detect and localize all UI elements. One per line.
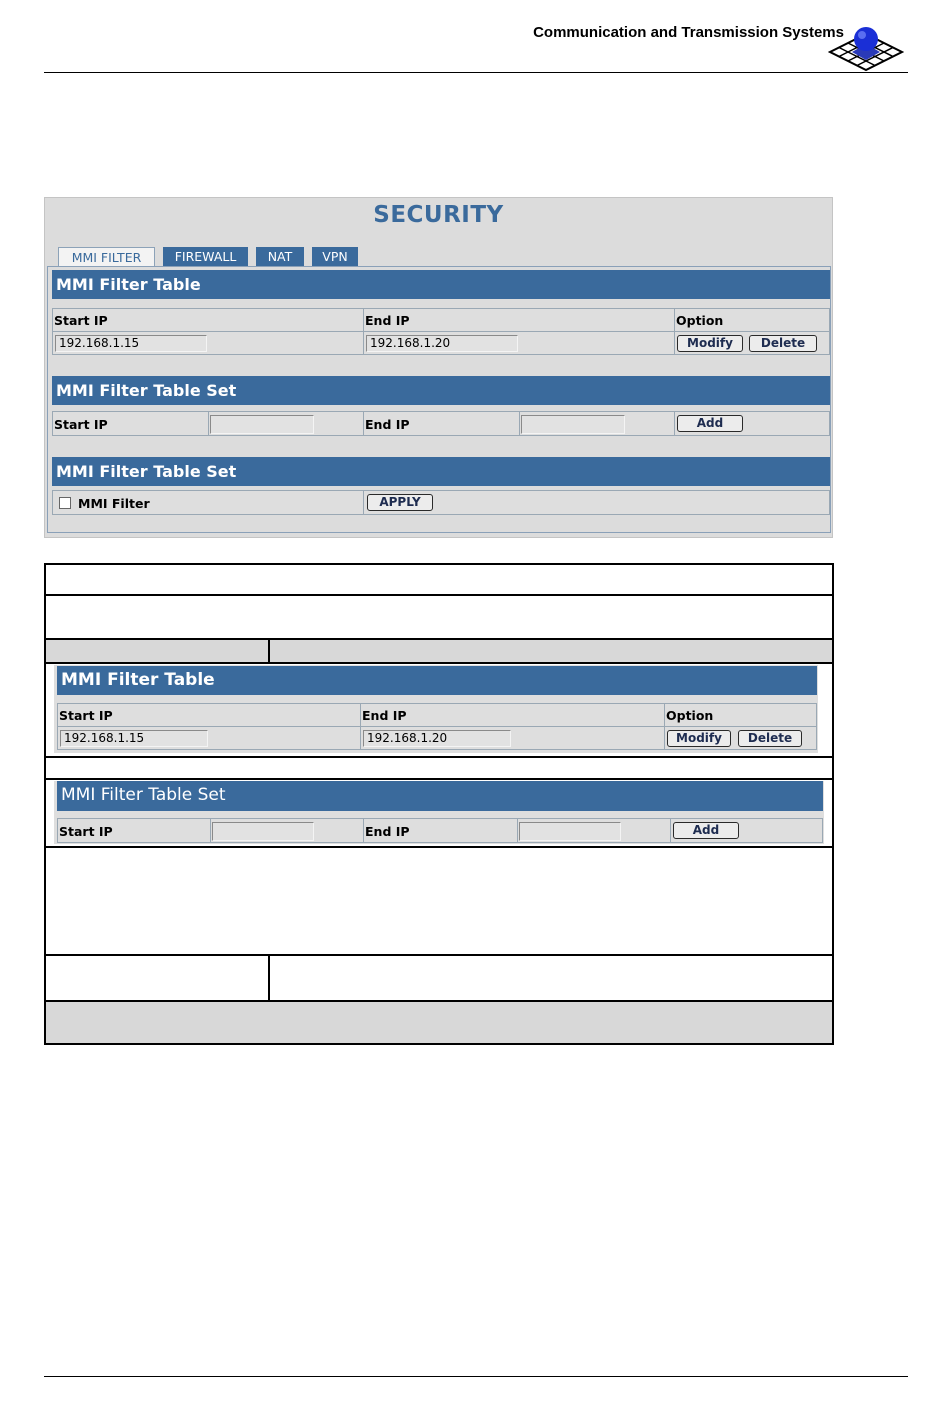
embedded-start-ip-field[interactable]: 192.168.1.15 — [60, 730, 208, 747]
row-start-ip-field[interactable]: 192.168.1.15 — [55, 335, 207, 352]
description-table — [44, 563, 834, 1045]
header-start-ip: Start IP — [54, 313, 108, 328]
filter-set-title: MMI Filter Table Set — [52, 457, 830, 486]
tab-firewall[interactable]: FIREWALL — [163, 247, 248, 267]
embedded-table-set — [54, 781, 824, 844]
filter-table-title: MMI Filter Table — [52, 270, 830, 299]
tab-mmi-filter[interactable]: MMI FILTER — [58, 247, 155, 267]
tab-vpn[interactable]: VPN — [312, 247, 358, 267]
security-panel — [44, 197, 833, 538]
embedded-set-end-ip-input[interactable] — [519, 822, 621, 841]
row-end-ip-field[interactable]: 192.168.1.20 — [366, 335, 518, 352]
security-title: SECURITY — [373, 202, 504, 228]
mmi-filter-label: MMI Filter — [78, 496, 150, 511]
tab-content — [47, 266, 831, 533]
filter-set-row — [52, 490, 830, 515]
embedded-filter-table — [54, 665, 818, 753]
embedded-table-set-title: MMI Filter Table Set — [57, 781, 823, 811]
embedded-add-button[interactable]: Add — [673, 822, 739, 839]
set-end-ip-label: End IP — [365, 417, 410, 432]
table-set-row — [52, 411, 830, 436]
embedded-table-set-row — [57, 818, 823, 843]
embedded-filter-table-title: MMI Filter Table — [57, 666, 817, 695]
modify-button[interactable]: Modify — [677, 335, 743, 352]
header-option: Option — [676, 313, 724, 328]
header-end-ip: End IP — [365, 313, 410, 328]
company-name: Communication and Transmission Systems — [533, 24, 844, 41]
add-button[interactable]: Add — [677, 415, 743, 432]
document-header — [44, 18, 908, 73]
filter-table — [52, 308, 830, 355]
embedded-header-start-ip: Start IP — [59, 708, 113, 723]
set-start-ip-label: Start IP — [54, 417, 108, 432]
set-end-ip-input[interactable] — [521, 415, 625, 434]
mmi-filter-checkbox[interactable] — [59, 497, 71, 509]
embedded-header-option: Option — [666, 708, 714, 723]
set-start-ip-input[interactable] — [210, 415, 314, 434]
delete-button[interactable]: Delete — [749, 335, 817, 352]
embedded-set-end-ip-label: End IP — [365, 824, 410, 839]
company-logo-icon — [828, 22, 904, 72]
apply-button[interactable]: APPLY — [367, 494, 433, 511]
embedded-header-end-ip: End IP — [362, 708, 407, 723]
embedded-filter-grid — [57, 703, 817, 750]
embedded-delete-button[interactable]: Delete — [738, 730, 802, 747]
embedded-end-ip-field[interactable]: 192.168.1.20 — [363, 730, 511, 747]
document-footer-rule — [44, 1376, 908, 1377]
embedded-set-start-ip-label: Start IP — [59, 824, 113, 839]
embedded-set-start-ip-input[interactable] — [212, 822, 314, 841]
table-set-title: MMI Filter Table Set — [52, 376, 830, 405]
tab-nat[interactable]: NAT — [256, 247, 304, 267]
embedded-modify-button[interactable]: Modify — [667, 730, 731, 747]
